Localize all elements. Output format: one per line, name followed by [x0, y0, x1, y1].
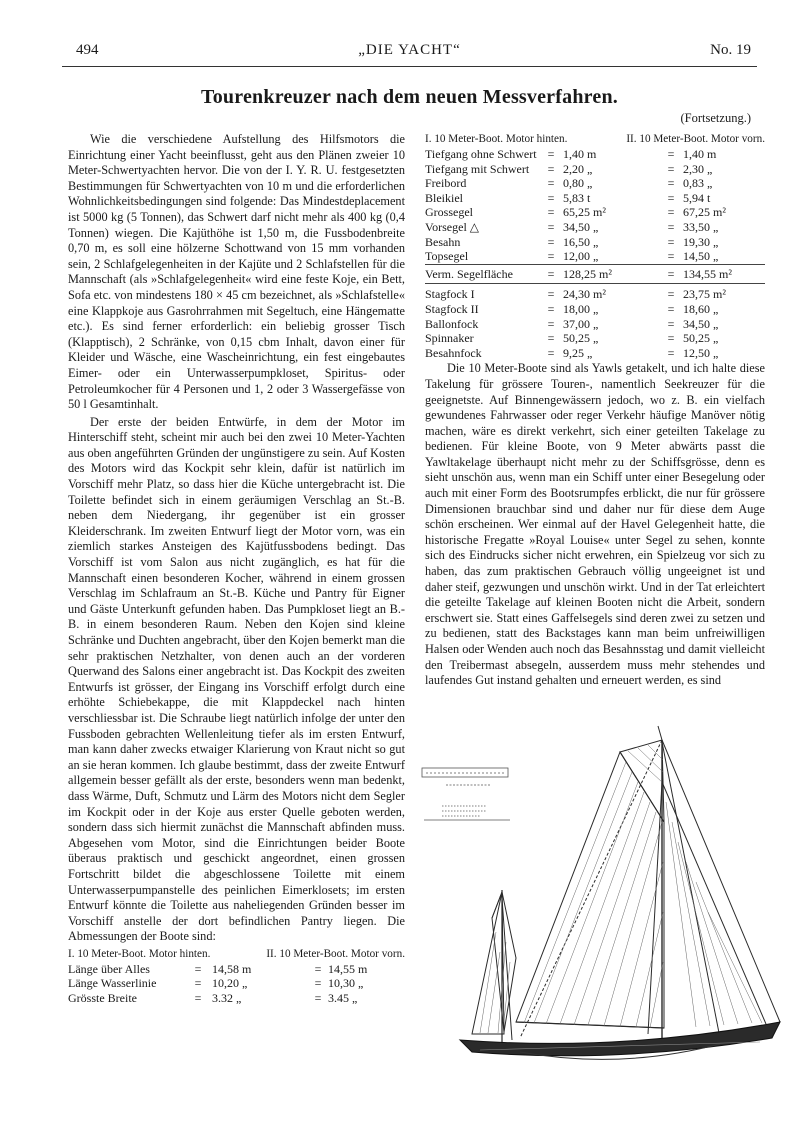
article-subtitle: (Fortsetzung.) [680, 111, 751, 125]
equals: = [547, 249, 555, 264]
row-label: Spinnaker [425, 331, 474, 346]
table-row [425, 331, 765, 346]
paragraph: Der erste der beiden Entwürfe, in dem der Motor im Hinterschiff steht, scheint mir auch bei den zwei 10 Meter-Yachten aus oben angeführten Gründen der ungünstigere zu sein. Auf Kosten des Motors wird das Kockpit sehr klein, dafür ist natürlich im Vorschiff mehr Platz, so dass hier die Küche untergebracht ist. Die Toilette befindet sich in einem geräumigen Verschlag an St.-B. neben dem Niedergang, ihr gegenüber ist ein grosser Kleiderschrank. Im zweiten Entwurf liegt der Motor vorn, was ein ziemlich starkes Ansteigen des Kajütfussbodens bedingt. Das Vorschiff ist vom Salon aus nicht zugänglich, es hat für die Mannschaft einen besonderen Kocher, während in einem grossen Verschlag im Schlafraum an St.-B. Küche und Pantry für Eigner und Gäste Unterkunft gefunden haben. Das Pumpkloset liegt an B.-B. in einem besonderen Raum. Neben den Kojen sind kleine Schränke und Duchten angebracht, über den Kojen bemerkt man die sehr praktischen Netzhalter, von denen auch an der vorderen Querwand des Salons einer angebracht ist. Das Kockpit des zweiten Entwurfs ist grösser, der Eingang ins Vorschiff erfolgt durch eine erhöhte Schiebekappe, die mit Klappdeckel nach hinten verschliessbar ist. Die Schraube liegt natürlich infolge der unter den Fussboden gebrachten Wellenleitung tiefer als im ersten Entwurf, man kann daher zwecks etwaiger Klarierung von Kraut nicht so gut an sie heran kommen. Ich glaube bestimmt, dass der zweite Entwurf allgemein besser gefällt als der erste, besonders wenn man bedenkt, dass Wärme, Duft, Schmutz und Lärm des Motors nicht dem Segler im Kockpit oder in der Koje aus erster Quelle geboten werden, sondern dass sich hiermit zunächst die Mannschaft abfinden muss. Abgesehen vom Motor, sind die Einrichtungen beider Boote überaus praktisch und geschickt angeordnet, einen grossen Fortschritt bildet die abgeschlossene Toilette mit einem Unterwasserpumpanstelle des peinlichen Eimerklosets; im ersten Entwurf könnte die Toilette aus naheliegenden Gründen besser im Vorschiff anstelle der dort befindlichen Pantry liegen. Die Abmessungen der Boote sind: [68, 414, 405, 944]
table-row [425, 176, 765, 191]
equals: = [314, 961, 322, 976]
value-boot-1: 9,25 „ [563, 345, 593, 360]
value-boot-1: 34,50 „ [563, 219, 599, 234]
value-boot-2: 23,75 m² [683, 287, 726, 302]
equals: = [667, 176, 675, 191]
equals: = [667, 301, 675, 316]
value-boot-2: 50,25 „ [683, 331, 719, 346]
table-row [425, 317, 765, 332]
equals: = [667, 219, 675, 234]
value-boot-2: 3.45 „ [328, 990, 358, 1005]
value-boot-1: 1,40 m [563, 147, 597, 161]
value-boot-1: 5,83 t [563, 190, 591, 205]
right-column [425, 132, 765, 689]
equals: = [667, 234, 675, 249]
value-boot-2: 14,55 m [328, 961, 368, 976]
running-head [62, 42, 757, 64]
row-label: Länge Wasserlinie [68, 976, 157, 991]
row-label: Freibord [425, 176, 467, 191]
value-boot-1: 10,20 „ [212, 976, 248, 991]
equals: = [667, 249, 675, 264]
dimensions-header [425, 132, 765, 146]
value-boot-2: 19,30 „ [683, 234, 719, 249]
sail-plan-drawing [420, 722, 782, 1082]
sail-area-total-row [425, 264, 765, 284]
row-label: Grossegel [425, 205, 473, 220]
row-label: Stagfock II [425, 301, 479, 316]
table-row [425, 147, 765, 162]
table-row [425, 284, 765, 302]
table-row [425, 346, 765, 361]
dimensions-rows [68, 962, 405, 1006]
value-boot-1: 24,30 m² [563, 287, 606, 302]
row-label: Vorsegel △ [425, 219, 479, 234]
value-boot-1: 37,00 „ [563, 316, 599, 331]
equals: = [667, 331, 675, 346]
equals: = [547, 301, 555, 316]
equals: = [547, 331, 555, 346]
value-boot-1: 2,20 „ [563, 161, 593, 176]
equals: = [547, 205, 555, 220]
equals: = [547, 316, 555, 331]
table-row [425, 220, 765, 235]
equals: = [547, 176, 555, 191]
value-boot-2: 1,40 m [683, 147, 717, 161]
dimensions-header [68, 947, 405, 961]
equals: = [194, 990, 202, 1005]
row-label: Länge über Alles [68, 961, 150, 976]
equals: = [547, 345, 555, 360]
value-boot-2: 67,25 m² [683, 205, 726, 220]
boot-1-header: I. 10 Meter-Boot. Motor hinten. [425, 133, 568, 145]
equals: = [547, 287, 555, 302]
row-label: Topsegel [425, 249, 469, 264]
paragraph: Die 10 Meter-Boote sind als Yawls getakelt, und ich halte diese Takelung für grössere Touren-, namentlich Seekreuzer für die geeignetste. Auf Binnengewässern jedoch, wo z. B. ein vielfach gewundenes Fahrwasser oder reger Verkehr häufige Manöver nötig machen, wäre es direkt verkehrt, sich einer geteilten Takelage zu bedienen. Für kleine Boote, von 9 Meter abwärts passt die Yawltakelage überhaupt nicht mehr zu der Schiffsgrösse, denn es sieht unschön aus, wenn man ein Schiff unter einer Besegelung oder auch mit einer Form des Bootsrumpfes erblickt, die nur für grössere Dimensionen brauchbar sind und daher nur für diese dem Auge schön erscheinen. Wer einmal auf der Havel Gelegenheit hatte, die historische Fregatte »Royal Louise« unter Segel zu sehen, konnte sich des Eindrucks sicher nicht erwehren, ein Spielzeug vor sich zu haben, das zum praktischen Gebrauch völlig ungeeignet ist und daher steif, gezwungen und unschön wirkt. Und in der Tat erleichtert die geteilte Takelage auf kleinen Booten nicht die Arbeit, sondern erschwert sie. Statt eines Gaffelsegels sind deren zwei zu setzen und zu bedienen, statt des Backstages kann man beim unfreiwilligen Halsen oder Wenden auch noch das Besahnsstag und damit vielleicht den Treibermast absegeln, ausserdem muss mehr stehendes und laufendes Gut instand gehalten und erneuert werden, es sind [425, 361, 765, 688]
header-rule [62, 66, 757, 67]
dimensions-table-right [425, 147, 765, 360]
equals: = [667, 161, 675, 176]
row-label: Bleikiel [425, 190, 463, 205]
row-label: Stagfock I [425, 287, 475, 302]
hull [460, 1022, 780, 1056]
table-row [425, 302, 765, 317]
boot-2-header: II. 10 Meter-Boot. Motor vorn. [626, 133, 765, 145]
row-label: Tiefgang ohne Schwert [425, 147, 537, 161]
table-row [68, 976, 405, 991]
equals: = [667, 345, 675, 360]
value-boot-1: 65,25 m² [563, 205, 606, 220]
value-boot-2: 34,50 „ [683, 316, 719, 331]
equals: = [547, 219, 555, 234]
dimensions-table-left [68, 947, 405, 1006]
value-boot-2: 12,50 „ [683, 345, 719, 360]
journal-name: „DIE YACHT“ [358, 42, 461, 58]
equals: = [314, 990, 322, 1005]
equals: = [667, 205, 675, 220]
value-boot-2: 5,94 t [683, 190, 711, 205]
article-title: Tourenkreuzer nach dem neuen Messverfahren. [201, 86, 618, 108]
table-row [425, 162, 765, 177]
row-label: Ballonfock [425, 316, 479, 331]
value-boot-1: 50,25 „ [563, 331, 599, 346]
mainsail-seams [524, 762, 663, 1028]
equals: = [667, 287, 675, 302]
value-boot-1: 3.32 „ [212, 990, 242, 1005]
row-label: Besahnfock [425, 345, 482, 360]
value-boot-1: 128,25 m² [559, 264, 663, 284]
equals: = [667, 190, 675, 205]
equals: = [547, 161, 555, 176]
equals: = [667, 316, 675, 331]
issue-number: No. 19 [710, 42, 751, 58]
equals: = [194, 976, 202, 991]
paragraph: Wie die verschiedene Aufstellung des Hilfsmotors die Einrichtung einer Yacht beeinflusst, geht aus den Plänen zweier 10 Meter-Schwertyachten hervor. Die von der I. Y. R. U. festgesetzten Bestimmungen für Schwertyachten von 10 m und die erforderlichen Wohnlichkeitsbedingungen sind folgende: Das Mindestdeplacement ist 5000 kg (5 Tonnen), das Schwert darf nicht mehr als 400 kg (0,4 Tonnen) wiegen. Die Kajüthöhe ist 1,50 m, die Fussbodenbreite 0,70 m, es soll eine hölzerne Schottwand von 15 mm vorhanden sein, 2 Schlafgelegenheiten in der Kajüte und 2 Schlafstellen für die Mannschaft (als »Schlafgelegenheit« wird eine feste Koje, ein Bett, Sofa etc. von mindestens 180 × 45 cm bezeichnet, als »Schlafstelle« eine Klappkoje aus Gasrohrrahmen mit Segeltuch, eine Hängematte etc.). Es sind ferner erforderlich: ein beliebig grosser Tisch (Klapptisch), 2 Schränke, von 0,15 cbm Inhalt, davon einer für Kleider und Wäsche, eine Wascheinrichtung, ein fest eingebautes Eimer- oder ein Unterwasserpumpkloset, Spiritus- oder Petroleumkocher für 4 Personen und 1, 2 oder 3 Wassergefässe von 50 l Gesamtinhalt. [68, 132, 405, 412]
equals: = [663, 264, 679, 284]
value-boot-2: 2,30 „ [683, 161, 713, 176]
equals: = [667, 147, 675, 161]
equals: = [194, 961, 202, 976]
yawl-sail-plan-icon [420, 722, 782, 1082]
table-row [425, 191, 765, 206]
table-row [425, 249, 765, 264]
table-row [425, 235, 765, 250]
page-number: 494 [76, 42, 99, 58]
value-boot-2: 134,55 m² [679, 264, 765, 284]
value-boot-2: 10,30 „ [328, 976, 364, 991]
table-row [68, 991, 405, 1006]
table-row [425, 205, 765, 220]
value-boot-2: 33,50 „ [683, 219, 719, 234]
value-boot-1: 18,00 „ [563, 301, 599, 316]
boot-2-header: II. 10 Meter-Boot. Motor vorn. [266, 947, 405, 960]
value-boot-2: 18,60 „ [683, 301, 719, 316]
value-boot-1: 0,80 „ [563, 176, 593, 191]
table-row [68, 962, 405, 977]
drawing-caption-marks [422, 768, 510, 820]
value-boot-1: 16,50 „ [563, 234, 599, 249]
equals: = [543, 264, 559, 284]
equals: = [547, 147, 555, 161]
row-label: Verm. Segelfläche [425, 264, 543, 284]
boot-1-header: I. 10 Meter-Boot. Motor hinten. [68, 947, 211, 960]
value-boot-1: 12,00 „ [563, 249, 599, 264]
equals: = [547, 234, 555, 249]
equals: = [547, 190, 555, 205]
row-label: Tiefgang mit Schwert [425, 161, 530, 176]
equals: = [314, 976, 322, 991]
value-boot-2: 14,50 „ [683, 249, 719, 264]
row-label: Grösste Breite [68, 990, 137, 1005]
value-boot-1: 14,58 m [212, 961, 252, 976]
value-boot-2: 0,83 „ [683, 176, 713, 191]
left-column [68, 132, 405, 1005]
row-label: Besahn [425, 234, 461, 249]
